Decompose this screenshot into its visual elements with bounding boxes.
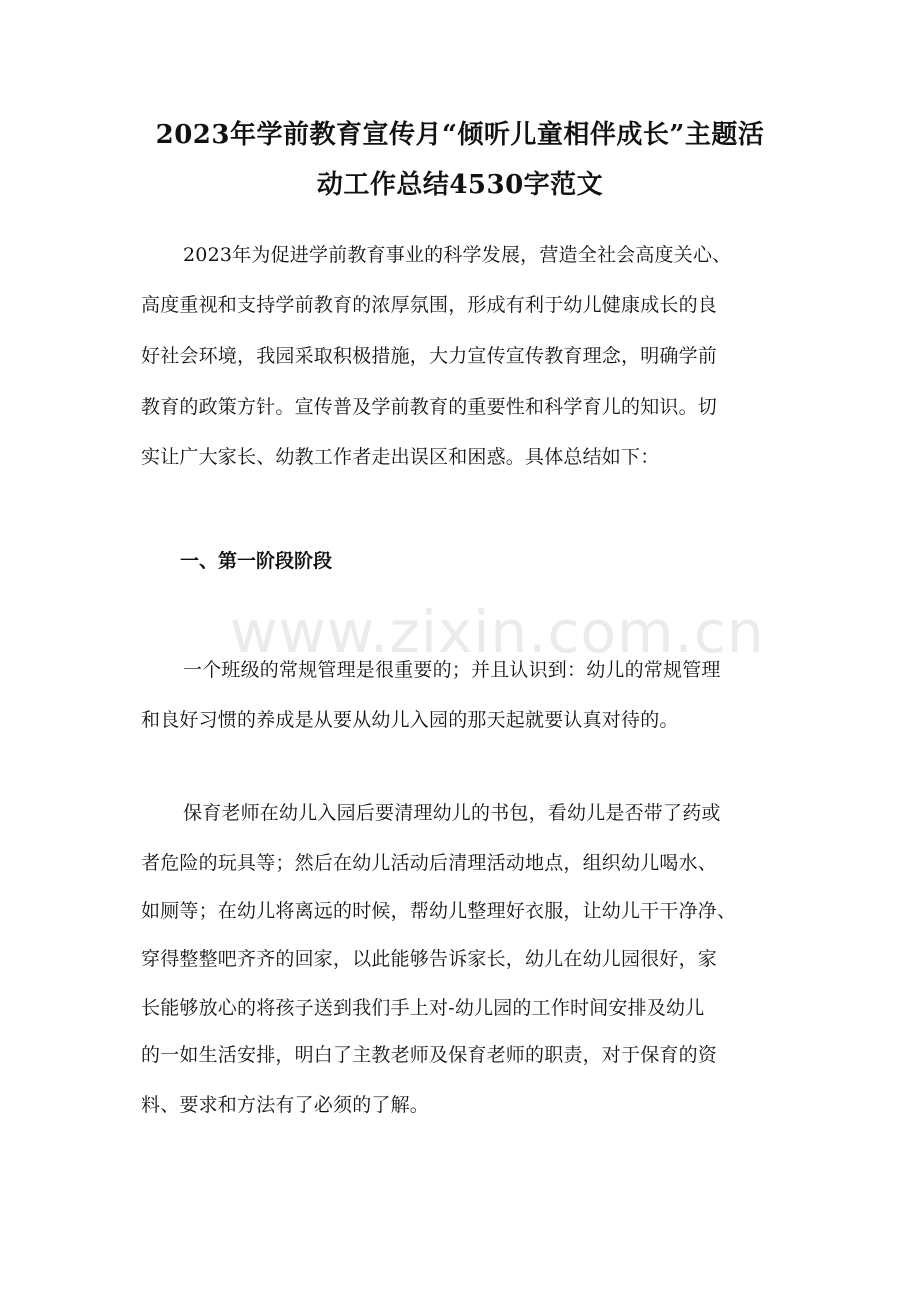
intro-line-4: 教育的政策方针。宣传普及学前教育的重要性和科学育儿的知识。切 xyxy=(141,396,718,418)
para3-line-4: 穿得整整吧齐齐的回家，以此能够告诉家长，幼儿在幼儿园很好，家 xyxy=(141,948,718,970)
para2-line-1: 一个班级的常规管理是很重要的；并且认识到：幼儿的常规管理 xyxy=(183,659,721,681)
intro-line-3: 好社会环境，我园采取积极措施，大力宣传宣传教育理念，明确学前 xyxy=(141,345,718,367)
intro-line-2: 高度重视和支持学前教育的浓厚氛围，形成有利于幼儿健康成长的良 xyxy=(141,294,718,316)
section-heading-1: 一、第一阶段阶段 xyxy=(180,550,333,572)
para2-line-2: 和良好习惯的养成是从要从幼儿入园的那天起就要认真对待的。 xyxy=(141,709,679,731)
watermark: www.zixin.com.cn xyxy=(230,598,765,666)
title-line-1: 2023年学前教育宣传月“倾听儿童相伴成长”主题活 xyxy=(155,120,765,150)
para3-line-3: 如厕等；在幼儿将离远的时候，帮幼儿整理好衣服，让幼儿干干净净、 xyxy=(141,900,737,922)
para3-line-7: 料、要求和方法有了必须的了解。 xyxy=(141,1094,430,1116)
para3-line-5: 长能够放心的将孩子送到我们手上对-幼儿园的工作时间安排及幼儿 xyxy=(141,997,705,1019)
document-title xyxy=(120,110,800,210)
para3-line-1: 保育老师在幼儿入园后要清理幼儿的书包，看幼儿是否带了药或 xyxy=(183,802,721,824)
intro-line-1: 2023年为促进学前教育事业的科学发展，营造全社会高度关心、 xyxy=(183,244,732,266)
intro-line-5: 实让广大家长、幼教工作者走出误区和困惑。具体总结如下： xyxy=(141,446,660,468)
para3-line-2: 者危险的玩具等；然后在幼儿活动后清理活动地点，组织幼儿喝水、 xyxy=(141,852,718,874)
para3-line-6: 的一如生活安排，明白了主教老师及保育老师的职责，对于保育的资 xyxy=(141,1044,718,1066)
title-line-2: 动工作总结4530字范文 xyxy=(316,170,604,200)
